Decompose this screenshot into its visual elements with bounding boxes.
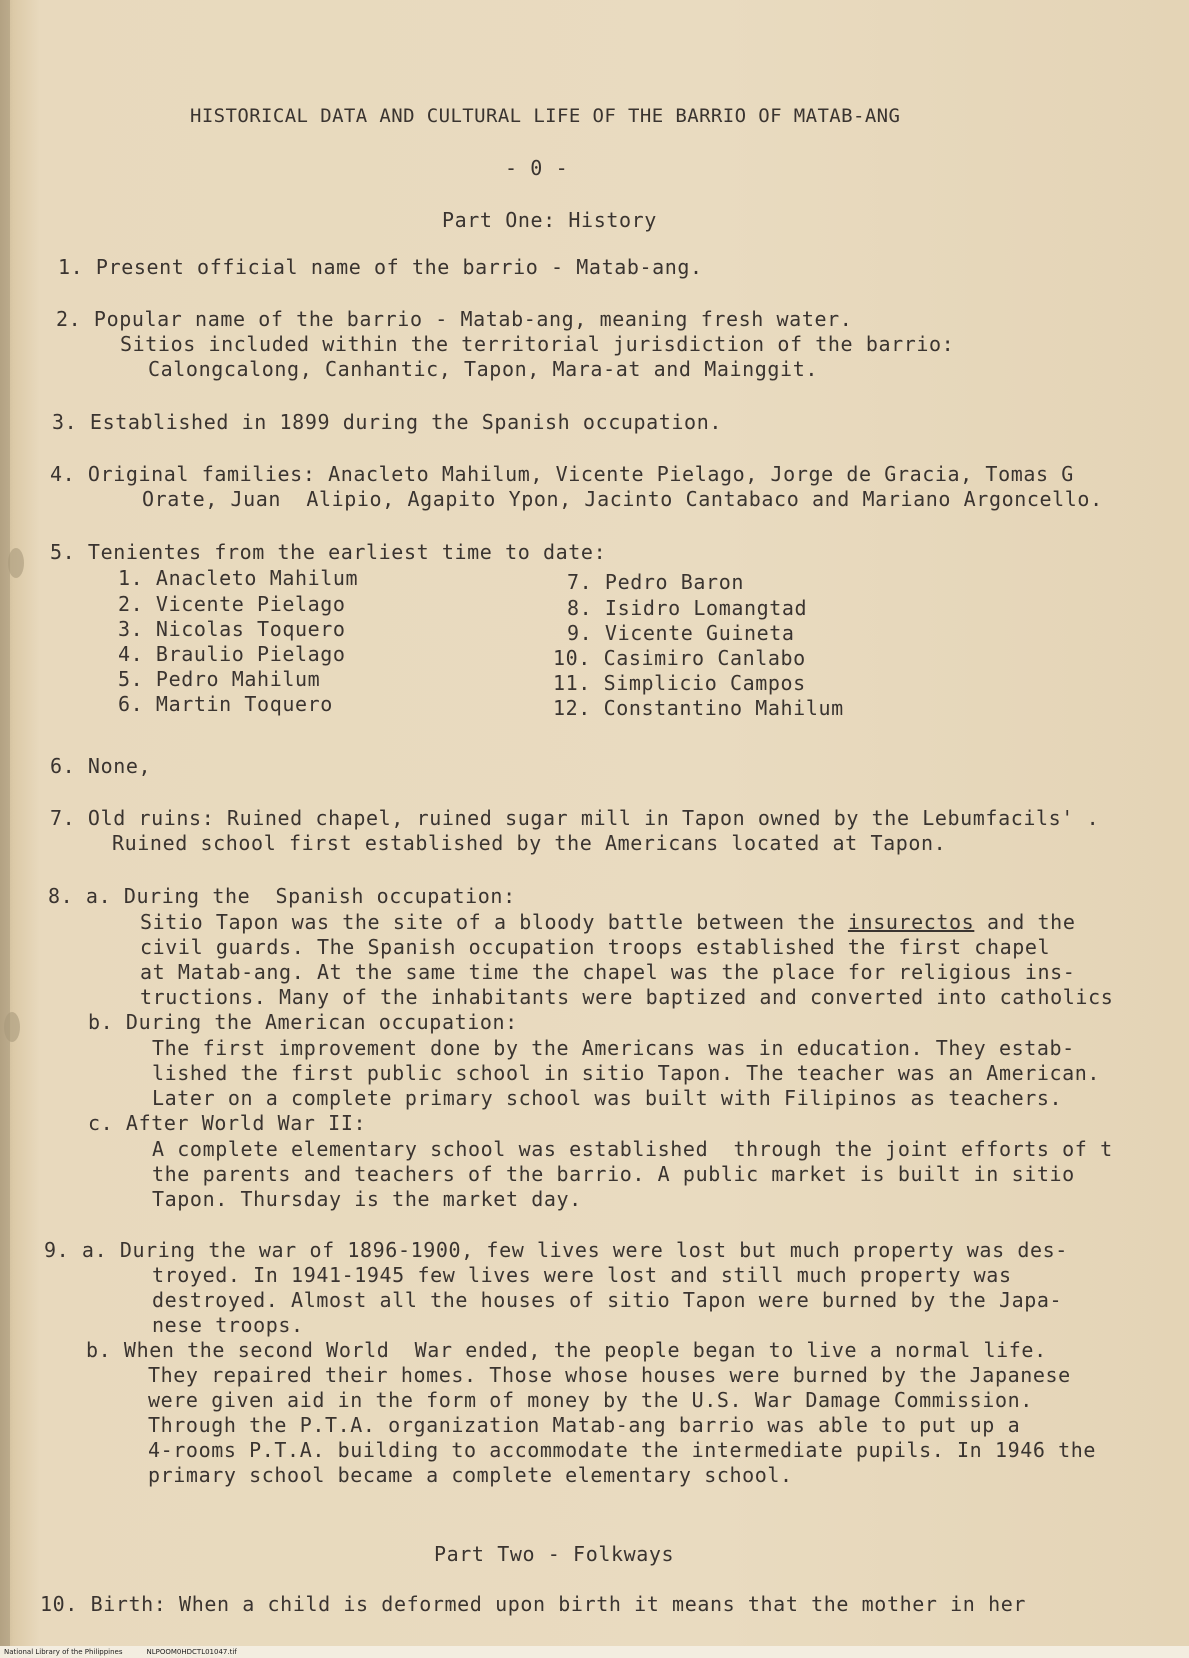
- item-7-line: Ruined school first established by the Americans located at Tapon.: [112, 831, 947, 855]
- item-8c-line: A complete elementary school was established through the joint efforts of t: [152, 1137, 1113, 1161]
- teniente-list-item: 3. Nicolas Toquero: [118, 617, 346, 641]
- item-8a: 8. a. During the Spanish occupation:: [48, 884, 516, 908]
- item-8c: c. After World War II:: [88, 1111, 367, 1135]
- footer-filename: NLPOOM0HDCTL01047.tif: [146, 1648, 237, 1656]
- teniente-list-item: 10. Casimiro Canlabo: [553, 646, 806, 670]
- part-two-heading: Part Two - Folkways: [434, 1542, 675, 1566]
- item-8c-line: the parents and teachers of the barrio. A public market is built in sitio: [152, 1162, 1075, 1186]
- item-8a-line: [140, 910, 1075, 934]
- binding-hole: [4, 1012, 20, 1042]
- item-8b-line: Later on a complete primary school was built with Filipinos as teachers.: [152, 1086, 1063, 1110]
- item-9a-line: nese troops.: [152, 1313, 304, 1337]
- item-3: 3. Established in 1899 during the Spanish occupation.: [52, 410, 722, 434]
- teniente-list-item: 2. Vicente Pielago: [118, 592, 346, 616]
- teniente-list-item: 12. Constantino Mahilum: [553, 696, 844, 720]
- item-8a-line: civil guards. The Spanish occupation troops established the first chapel: [140, 935, 1051, 959]
- teniente-list-item: 1. Anacleto Mahilum: [118, 566, 359, 590]
- item-1: 1. Present official name of the barrio - Matab-ang.: [58, 255, 703, 279]
- part-one-heading: Part One: History: [442, 208, 657, 232]
- item-7: 7. Old ruins: Ruined chapel, ruined sugar mill in Tapon owned by the Lebumfacils' .: [50, 806, 1100, 830]
- item-8a-text: and the: [974, 910, 1076, 934]
- item-9a-line: troyed. In 1941-1945 few lives were lost and still much property was: [152, 1263, 1012, 1287]
- document-title: HISTORICAL DATA AND CULTURAL LIFE OF THE BARRIO OF MATAB-ANG: [190, 105, 901, 127]
- teniente-list-item: 9. Vicente Guineta: [567, 621, 795, 645]
- item-8a-line: tructions. Many of the inhabitants were baptized and converted into catholics: [140, 985, 1114, 1009]
- teniente-list-item: 8. Isidro Lomangtad: [567, 596, 808, 620]
- underlined-term: insurectos: [847, 910, 975, 934]
- teniente-list-item: 5. Pedro Mahilum: [118, 667, 321, 691]
- item-8a-line: at Matab-ang. At the same time the chapel was the place for religious ins-: [140, 960, 1076, 984]
- item-8c-line: Tapon. Thursday is the market day.: [152, 1187, 582, 1211]
- item-9a-line: destroyed. Almost all the houses of sitio Tapon were burned by the Japa-: [152, 1288, 1063, 1312]
- item-9b: b. When the second World War ended, the people began to live a normal life.: [86, 1338, 1047, 1362]
- item-9b-line: They repaired their homes. Those whose houses were burned by the Japanese: [148, 1363, 1071, 1387]
- item-2: 2. Popular name of the barrio - Matab-ang, meaning fresh water.: [56, 307, 853, 331]
- page-marker: - 0 -: [505, 156, 569, 180]
- item-8b-line: lished the first public school in sitio Tapon. The teacher was an American.: [152, 1061, 1101, 1085]
- binding-edge: [0, 0, 10, 1658]
- item-4: 4. Original families: Anacleto Mahilum, Vicente Pielago, Jorge de Gracia, Tomas G: [50, 462, 1074, 486]
- item-9a: 9. a. During the war of 1896-1900, few lives were lost but much property was des-: [44, 1238, 1068, 1262]
- footer-library: National Library of the Philippines: [4, 1648, 123, 1656]
- item-9b-line: primary school became a complete elementary school.: [148, 1463, 793, 1487]
- item-6: 6. None,: [50, 754, 152, 778]
- item-9b-line: were given aid in the form of money by the U.S. War Damage Commission.: [148, 1388, 1033, 1412]
- item-8b-line: The first improvement done by the Americans was in education. They estab-: [152, 1036, 1075, 1060]
- item-10: 10. Birth: When a child is deformed upon birth it means that the mother in her: [40, 1592, 1026, 1616]
- teniente-list-item: 11. Simplicio Campos: [553, 671, 806, 695]
- item-8b: b. During the American occupation:: [88, 1010, 518, 1034]
- teniente-list-item: 4. Braulio Pielago: [118, 642, 346, 666]
- item-2-line: Sitios included within the territorial jurisdiction of the barrio:: [120, 332, 955, 356]
- footer-bar: [0, 1646, 1189, 1658]
- item-4-line: Orate, Juan Alipio, Agapito Ypon, Jacinto Cantabaco and Mariano Argoncello.: [142, 487, 1103, 511]
- binding-hole: [8, 548, 24, 578]
- item-9b-line: 4-rooms P.T.A. building to accommodate the intermediate pupils. In 1946 the: [148, 1438, 1097, 1462]
- item-2-line: Calongcalong, Canhantic, Tapon, Mara-at and Mainggit.: [148, 357, 818, 381]
- item-5: 5. Tenientes from the earliest time to date:: [50, 540, 607, 564]
- teniente-list-item: 6. Martin Toquero: [118, 692, 333, 716]
- teniente-list-item: 7. Pedro Baron: [567, 570, 744, 594]
- item-9b-line: Through the P.T.A. organization Matab-ang barrio was able to put up a: [148, 1413, 1021, 1437]
- item-8a-text: Sitio Tapon was the site of a bloody battle between the: [140, 910, 848, 934]
